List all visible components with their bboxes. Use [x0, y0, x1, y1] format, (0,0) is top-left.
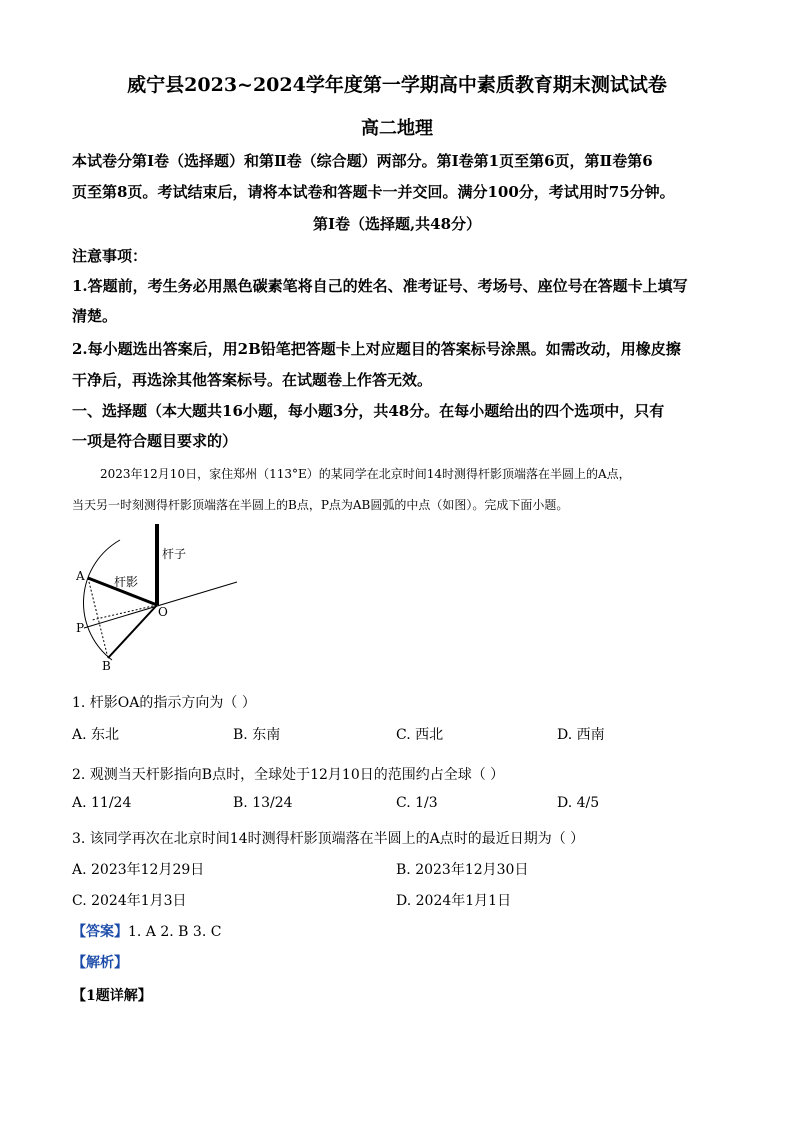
note-1-line-1: 1.答题前，考生务必用黑色碳素笔将自己的姓名、准考证号、考场号、座位号在答题卡上填写 [72, 277, 688, 295]
intro-line-1: 本试卷分第Ⅰ卷（选择题）和第Ⅱ卷（综合题）两部分。第Ⅰ卷第1页至第6页，第Ⅱ卷第6 [72, 152, 653, 170]
answer-text: 1. A 2. B 3. C [128, 924, 222, 940]
label-a: A [76, 569, 85, 583]
label-o: O [158, 605, 168, 619]
section-title: 第Ⅰ卷（选择题,共48分） [312, 215, 482, 233]
question-2-option-d: D. 4/5 [557, 795, 600, 811]
label-shadow: 杆影 [114, 575, 139, 589]
pole-shadow-diagram [72, 518, 252, 678]
semicircle-arc [84, 540, 120, 660]
question-1-option-b: B. 东南 [233, 727, 281, 743]
note-1-line-2: 清楚。 [72, 307, 118, 325]
question-2-option-c: C. 1/3 [396, 795, 438, 811]
question-2-option-b: B. 13/24 [233, 795, 293, 811]
label-pole: 杆子 [162, 547, 187, 561]
label-p: P [76, 621, 85, 635]
notes-heading: 注意事项： [72, 247, 148, 265]
note-2-line-1: 2.每小题选出答案后，用2B铅笔把答题卡上对应题目的答案标号涂黑。如需改动，用橡皮擦 [72, 340, 681, 358]
part1-line-1: 一、选择题（本大题共16小题，每小题3分，共48分。在每小题给出的四个选项中，只有 [72, 402, 665, 420]
question-3-option-a: A. 2023年12月29日 [72, 862, 205, 878]
detail-label: 【1题详解】 [72, 988, 152, 1004]
question-2-option-a: A. 11/24 [72, 795, 132, 811]
note-2-line-2: 干净后，再选涂其他答案标号。在试题卷上作答无效。 [72, 371, 433, 389]
passage-line-1: 2023年12月10日，家住郑州（113°E）的某同学在北京时间14时测得杆影顶端落在半圆上的A点， [100, 467, 631, 481]
part1-line-2: 一项是符合题目要求的） [72, 432, 238, 450]
page-subtitle: 高二地理 [361, 118, 433, 139]
label-b: B [102, 659, 111, 673]
question-3-option-c: C. 2024年1月3日 [72, 893, 187, 909]
page-title: 威宁县2023~2024学年度第一学期高中素质教育期末测试试卷 [127, 74, 667, 96]
intro-line-2: 页至第8页。考试结束后，请将本试卷和答题卡一并交回。满分100分，考试用时75分钟。 [72, 183, 675, 201]
passage-line-2: 当天另一时刻测得杆影顶端落在半圆上的B点，P点为AB圆弧的中点（如图）。完成下面小题。 [72, 498, 569, 512]
analysis-label: 【解析】 [72, 955, 128, 971]
question-1-option-a: A. 东北 [72, 727, 120, 743]
segment-op [92, 605, 157, 620]
question-1-option-c: C. 西北 [396, 727, 444, 743]
question-1-option-d: D. 西南 [557, 727, 605, 743]
question-3-option-d: D. 2024年1月1日 [396, 893, 512, 909]
answer-line [72, 921, 221, 941]
question-3-stem: 3. 该同学再次在北京时间14时测得杆影顶端落在半圆上的A点时的最近日期为（ ） [72, 831, 585, 847]
answer-label: 【答案】 [72, 924, 128, 940]
question-1-stem: 1. 杆影OA的指示方向为（ ） [72, 695, 256, 711]
question-3-option-b: B. 2023年12月30日 [396, 862, 529, 878]
question-2-stem: 2. 观测当天杆影指向B点时，全球处于12月10日的范围约占全球（ ） [72, 767, 505, 783]
